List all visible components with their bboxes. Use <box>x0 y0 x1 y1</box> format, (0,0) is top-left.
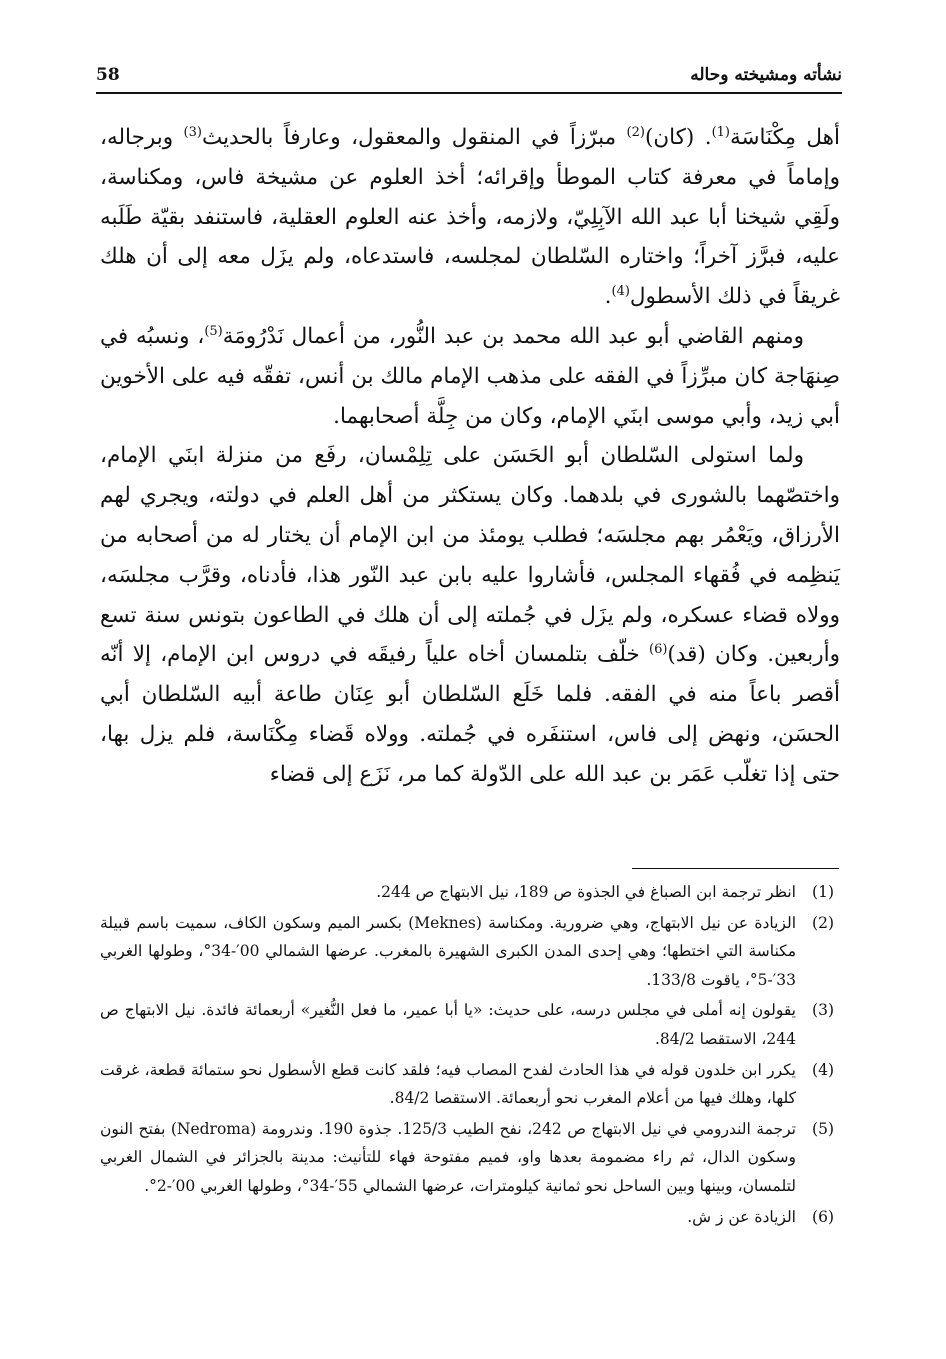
footnote-rule <box>632 868 839 869</box>
footnote-ref-3: (3) <box>183 124 202 140</box>
page-header <box>96 52 842 92</box>
footnote-text: ترجمة الندرومي في نيل الابتهاج ص 242، نفح الطيب 125/3. جذوة 190. وندرومة (Nedroma) بفتح النون وسكون الدال، ثم راء مضمومة بعدها واو، فميم مفتوحة فهاء للتأنيث: مدينة بالجزائر في الشمال الغربي لتلمسان، وبينها وبين الساحل نحو ثمانية كيلومترات، عرضها الشمالي 55′-34°، وطولها الغربي 00′-2°. <box>100 1119 796 1195</box>
footnote-ref-4: (4) <box>611 284 630 300</box>
footnote-ref-1: (1) <box>711 124 730 140</box>
footnotes <box>100 878 840 1233</box>
footnote <box>100 996 840 1053</box>
paragraph-1: أهل مِكْنَاسَة$^{(1)}$. (كان)$^{(2)}$ مبرّزاً في المنقول والمعقول، وعارفاً بالحديث$^{(3)}$ وبرجاله، وإماماً في معرفة كتاب الموطأ وإقرائه؛ أخذ العلوم عن مشيخة فاس، ومكناسة، ولَقِي شيخنا أبا عبد الله الآبِلِيّ، ولازمه، وأخذ عنه العلوم العقلية، فاستنفد بقيّة طَلَبه عليه، فبرَّز آخراً؛ واختاره السّلطان لمجلسه، فاستدعاه، ولم يزَل معه إلى أن هلك غريقاً في ذلك الأسطول$^{(4)}$. <box>100 124 840 310</box>
footnote <box>100 878 840 907</box>
footnote <box>100 1115 840 1201</box>
footnote-number: (3) <box>812 1001 834 1020</box>
footnote-number: (6) <box>812 1207 834 1226</box>
footnote-number: (1) <box>812 883 834 901</box>
footnote-number: (2) <box>812 913 834 932</box>
page-number: 58 <box>96 65 120 85</box>
footnote <box>100 909 840 995</box>
footnote-text: يقولون إنه أملى في مجلس درسه، على حديث: «يا أبا عمير، ما فعل النُّغير» أربعمائة فائدة. نيل الابتهاج ص 244، الاستقصا 84/2. <box>100 1001 796 1048</box>
footnote-text: الزيادة عن ز ش. <box>687 1207 796 1226</box>
footnote-text: الزيادة عن نيل الابتهاج، وهي ضرورية. ومكناسة (Meknes) بكسر الميم وسكون الكاف، سميت باسم قبيلة مكناسة التي اختطها؛ وهي إحدى المدن الكبرى الشهيرة بالمغرب. عرضها الشمالي 00′-34°، وطولها الغربي 33′-5°، ياقوت 133/8. <box>100 913 797 989</box>
footnote-ref-2: (2) <box>626 124 645 140</box>
running-title: نشأته ومشيخته وحاله <box>690 65 842 85</box>
footnote <box>100 1056 840 1113</box>
paragraph-2: ومنهم القاضي أبو عبد الله محمد بن عبد النُّور، من أعمال نَدْرُومَة$^{(5)}$، ونسبُه في صِنهَاجة كان مبرِّزاً في الفقه على مذهب الإمام مالك بن أنس، تفقّه فيه على الأخوين أبي زيد، وأبي موسى ابنَي الإمام، وكان من جِلَّة أصحابهما. <box>100 323 840 429</box>
header-rule <box>96 92 842 94</box>
footnote <box>100 1203 840 1232</box>
footnote-ref-5: (5) <box>204 323 223 339</box>
footnote-number: (5) <box>812 1119 834 1138</box>
footnote-ref-6: (6) <box>648 642 668 658</box>
footnote-text: انظر ترجمة ابن الصباغ في الجذوة ص 189، نيل الابتهاج ص 244. <box>376 883 796 901</box>
paragraph-3: ولما استولى السّلطان أبو الحَسَن على تِلِمْسان، رفَع من منزلة ابنَي الإمام، واختصّهما بالشورى في بلدهما. وكان يستكثر من أهل العلم في دولته، ويجري لهم الأرزاق، ويَعْمُر بهم مجلسَه؛ فطلب يومئذ من ابن الإمام أن يختار له من أصحابه من يَنظِمه في فُقهاء المجلس، فأشاروا عليه بابن عبد النّور هذا، فأدناه، وقرَّب مجلسَه، وولاه قضاء عسكره، ولم يزَل في جُملته إلى أن هلك في الطاعون بتونس سنة تسع وأربعين. وكان (قد)$^{(6)}$ خلّف بتلمسان أخاه علياً رفيقَه في دروس ابن الإمام، إلا أنّه أقصر باعاً منه في الفقه. فلما خَلَع السّلطان أبو عِنَان طاعة أبيه السّلطان أبي الحسَن، ونهض إلى فاس، استنفَره في جُملته. وولاه قَضاء مِكْنَاسة، فلم يزل بها، حتى إذا تغلّب عَمَر بن عبد الله على الدّولة كما مر، نَزَع إلى قضاء <box>100 443 841 787</box>
footnote-number: (4) <box>812 1060 834 1079</box>
main-text <box>100 118 840 795</box>
footnote-text: يكرر ابن خلدون قوله في هذا الحادث لفدح المصاب فيه؛ فلقد كانت قطع الأسطول نحو ستمائة قطعة، غرقت كلها، وهلك فيها من أعلام المغرب نحو أربعمائة. الاستقصا 84/2. <box>100 1060 796 1108</box>
